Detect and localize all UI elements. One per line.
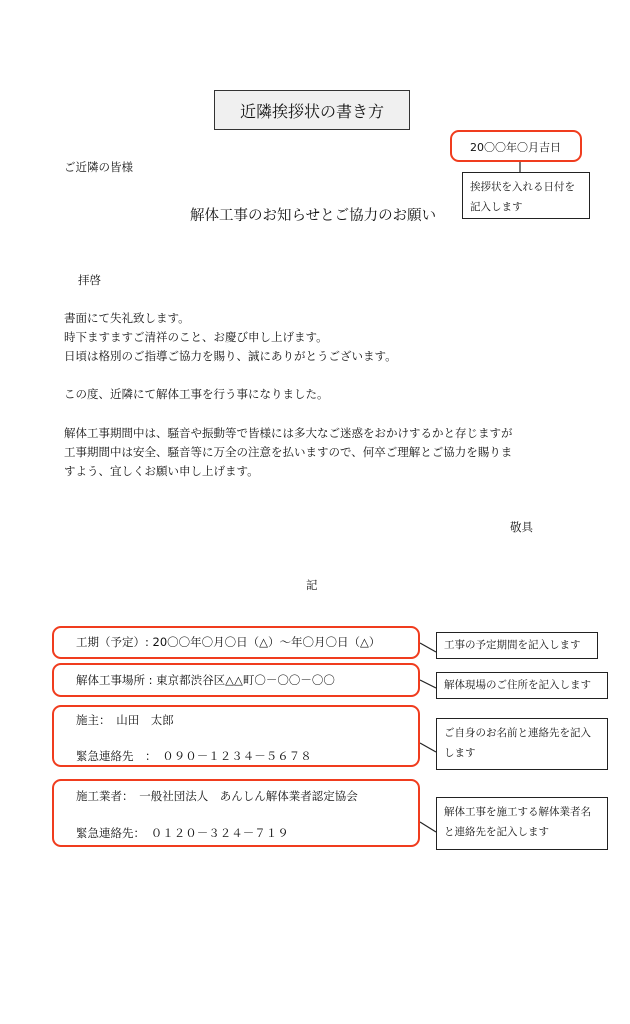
- text-line: この度、近隣にて解体工事を行う事になりました。: [64, 387, 329, 401]
- connector-period: [420, 643, 436, 652]
- period-note: 工事の予定期間を記入します: [436, 632, 598, 659]
- addressee: ご近隣の皆様: [64, 160, 133, 174]
- note-line: 挨拶状を入れる日付を: [470, 181, 575, 193]
- note-line: 解体工事を施工する解体業者名: [444, 806, 591, 818]
- connector-owner: [420, 743, 436, 752]
- letter-date: 20〇〇年〇月吉日: [470, 141, 561, 154]
- text-line: 工事期間中は安全、騒音等に万全の注意を払いますので、何卒ご理解とご協力を賜りま: [64, 445, 513, 459]
- note-line: と連絡先を記入します: [444, 826, 549, 838]
- connector-contractor: [420, 822, 436, 832]
- paragraph-3: [64, 424, 513, 481]
- paragraph-1: [64, 309, 397, 366]
- note-line: します: [444, 747, 476, 759]
- contractor-contact: 緊急連絡先： ０１２０－３２４－７１９: [76, 826, 289, 840]
- note-line: ご自身のお名前と連絡先を記入: [444, 727, 591, 739]
- opening: 拝啓: [78, 273, 101, 287]
- text-line: 書面にて失礼致します。: [64, 311, 190, 325]
- page-title: 近隣挨拶状の書き方: [214, 90, 410, 130]
- contractor-note: [436, 797, 608, 850]
- owner-contact: 緊急連絡先 ： ０９０－１２３４－５６７８: [76, 749, 312, 763]
- text-line: 時下ますますご清祥のこと、お慶び申し上げます。: [64, 330, 328, 344]
- owner-name: 施主： 山田 太郎: [76, 713, 174, 727]
- construction-period: 工期（予定）: 20〇〇年〇月〇日（△）～年〇月〇日（△）: [76, 635, 381, 649]
- site-note: 解体現場のご住所を記入します: [436, 672, 608, 699]
- owner-note: [436, 718, 608, 770]
- closing: 敬具: [510, 520, 533, 534]
- paragraph-2: [64, 385, 329, 404]
- contractor-name: 施工業者： 一般社団法人 あんしん解体業者認定協会: [76, 789, 358, 803]
- text-line: すよう、宜しくお願い申し上げます。: [64, 464, 259, 478]
- construction-site: 解体工事場所 : 東京都渋谷区△△町〇－〇〇－〇〇: [76, 673, 335, 687]
- text-line: 解体工事期間中は、騒音や振動等で皆様には多大なご迷惑をおかけするかと存じますが: [64, 426, 513, 440]
- date-note: [462, 172, 590, 219]
- note-line: 記入します: [470, 201, 523, 213]
- subject: 解体工事のお知らせとご協力のお願い: [190, 208, 437, 224]
- ki-heading: 記: [306, 578, 318, 592]
- text-line: 日頃は格別のご指導ご協力を賜り、誠にありがとうございます。: [64, 349, 397, 363]
- connector-site: [420, 680, 436, 688]
